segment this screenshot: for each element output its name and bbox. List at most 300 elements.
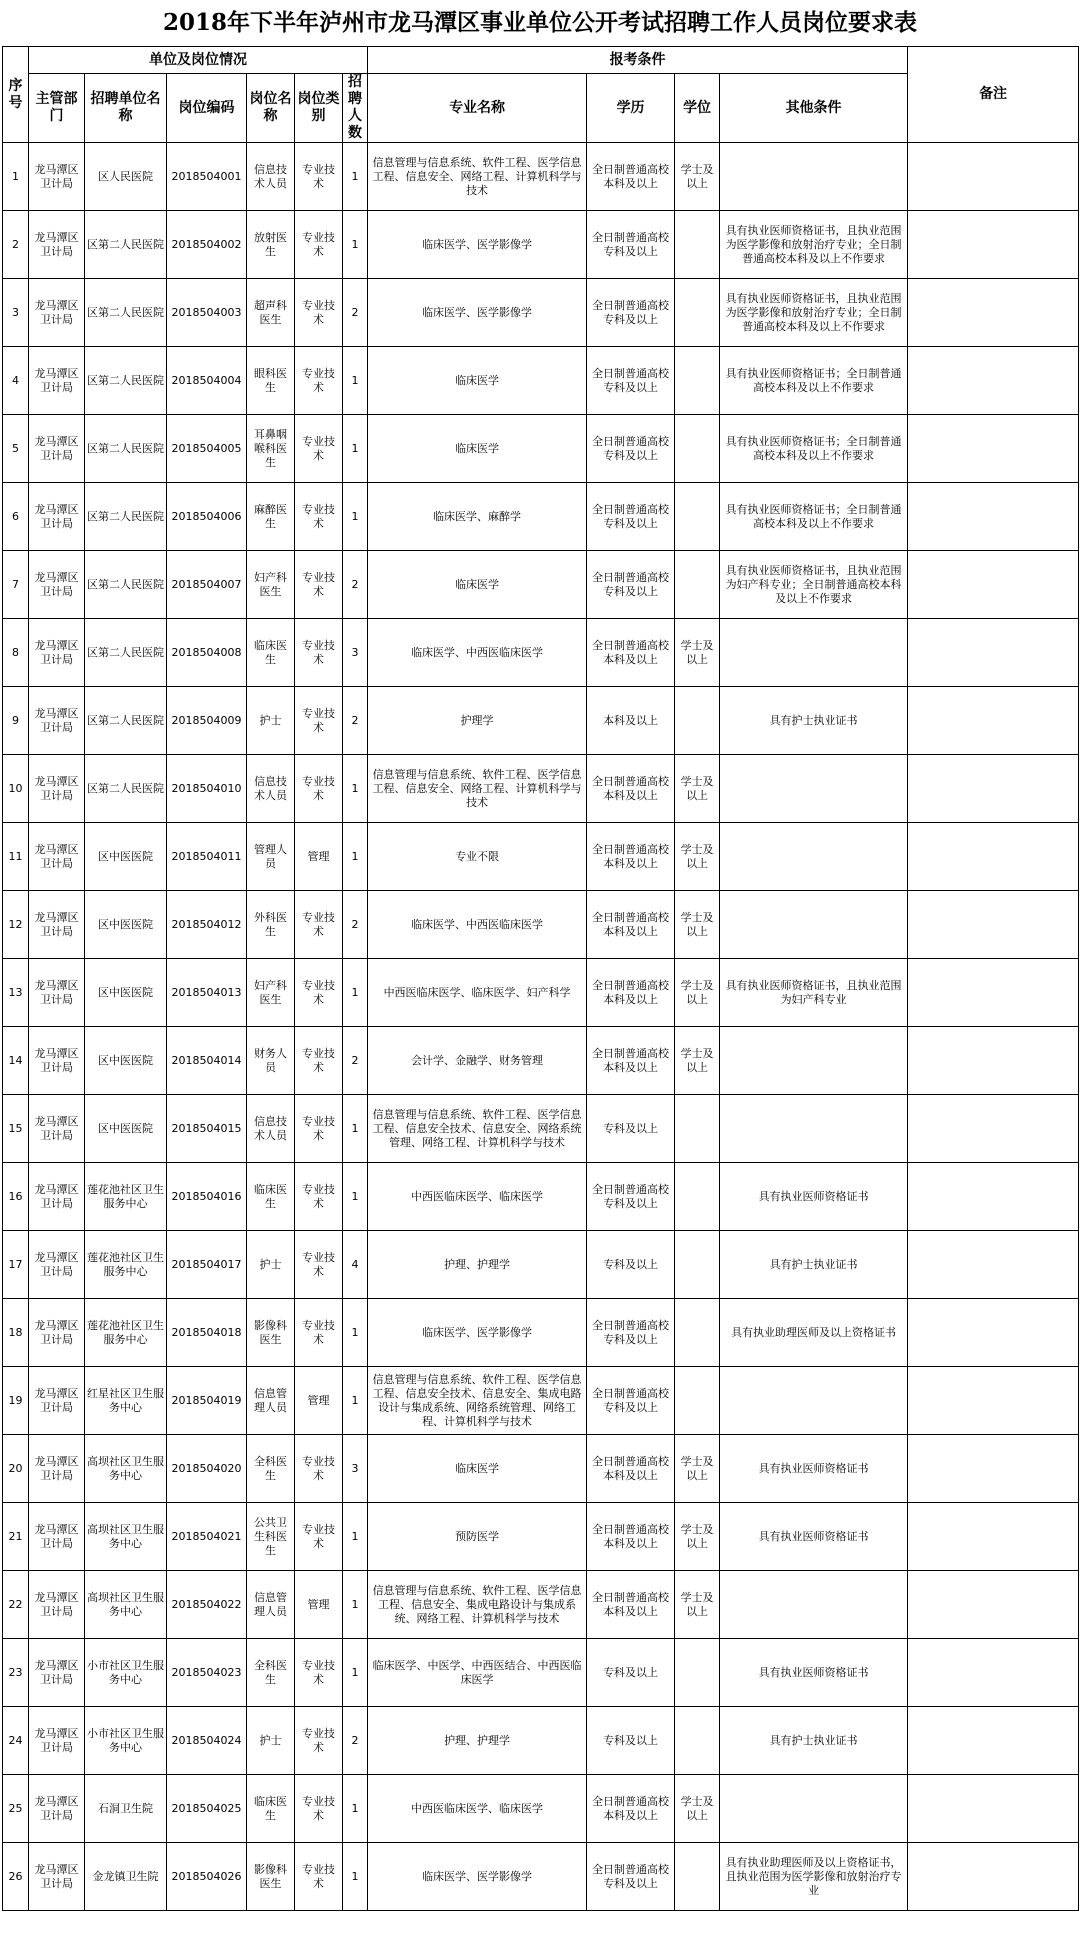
cell-seq: 20 [3,1435,29,1503]
cell-edu: 全日制普通高校专科及以上 [587,211,675,279]
cell-unit: 莲花池社区卫生服务中心 [85,1163,167,1231]
cell-code: 2018504014 [167,1027,247,1095]
cell-major: 临床医学 [368,1435,587,1503]
cell-other [720,1095,908,1163]
cell-code: 2018504025 [167,1775,247,1843]
cell-type: 专业技术 [295,483,343,551]
table-row [3,551,1079,619]
cell-degree: 学士及以上 [675,1027,720,1095]
cell-type: 管理 [295,1571,343,1639]
cell-post: 放射医生 [247,211,295,279]
cell-unit: 区人民医院 [85,143,167,211]
cell-unit: 红星社区卫生服务中心 [85,1367,167,1435]
cell-dept: 龙马潭区卫计局 [29,1163,85,1231]
cell-seq: 14 [3,1027,29,1095]
cell-num: 1 [343,1639,368,1707]
cell-edu: 全日制普通高校专科及以上 [587,483,675,551]
cell-code: 2018504012 [167,891,247,959]
cell-remark [908,1367,1079,1435]
cell-type: 专业技术 [295,1707,343,1775]
cell-other: 具有执业助理医师及以上资格证书，且执业范围为医学影像和放射治疗专业 [720,1843,908,1911]
cell-num: 1 [343,1843,368,1911]
cell-dept: 龙马潭区卫计局 [29,551,85,619]
cell-code: 2018504026 [167,1843,247,1911]
cell-dept: 龙马潭区卫计局 [29,1095,85,1163]
cell-post: 护士 [247,687,295,755]
cell-major: 中西医临床医学、临床医学 [368,1775,587,1843]
cell-remark [908,687,1079,755]
cell-degree [675,1843,720,1911]
cell-num: 3 [343,619,368,687]
cell-seq: 17 [3,1231,29,1299]
table-row [3,1231,1079,1299]
cell-other: 具有执业医师资格证书；全日制普通高校本科及以上不作要求 [720,415,908,483]
cell-num: 1 [343,823,368,891]
cell-remark [908,1435,1079,1503]
cell-remark [908,959,1079,1027]
cell-post: 麻醉医生 [247,483,295,551]
cell-num: 3 [343,1435,368,1503]
cell-post: 外科医生 [247,891,295,959]
cell-seq: 12 [3,891,29,959]
cell-num: 1 [343,1299,368,1367]
cell-code: 2018504018 [167,1299,247,1367]
cell-num: 1 [343,755,368,823]
cell-post: 影像科医生 [247,1299,295,1367]
cell-other: 具有执业医师资格证书，且执业范围为医学影像和放射治疗专业；全日制普通高校本科及以上不作要求 [720,279,908,347]
recruitment-table [2,46,1079,1911]
cell-other: 具有执业助理医师及以上资格证书 [720,1299,908,1367]
cell-seq: 26 [3,1843,29,1911]
cell-post: 财务人员 [247,1027,295,1095]
cell-degree: 学士及以上 [675,891,720,959]
cell-unit: 高坝社区卫生服务中心 [85,1435,167,1503]
cell-code: 2018504016 [167,1163,247,1231]
cell-post: 临床医生 [247,619,295,687]
cell-seq: 10 [3,755,29,823]
cell-dept: 龙马潭区卫计局 [29,891,85,959]
cell-edu: 全日制普通高校专科及以上 [587,1367,675,1435]
cell-num: 2 [343,891,368,959]
cell-edu: 全日制普通高校专科及以上 [587,1299,675,1367]
cell-other: 具有执业医师资格证书，且执业范围为医学影像和放射治疗专业；全日制普通高校本科及以上不作要求 [720,211,908,279]
cell-type: 专业技术 [295,959,343,1027]
cell-num: 2 [343,1707,368,1775]
cell-post: 妇产科医生 [247,959,295,1027]
cell-unit: 高坝社区卫生服务中心 [85,1571,167,1639]
cell-remark [908,1299,1079,1367]
cell-num: 2 [343,279,368,347]
table-row [3,1027,1079,1095]
cell-edu: 全日制普通高校本科及以上 [587,1571,675,1639]
cell-type: 管理 [295,1367,343,1435]
table-row [3,823,1079,891]
requirements-group-header: 报考条件 [368,47,908,74]
col-header-other: 其他条件 [720,74,908,143]
cell-remark [908,1231,1079,1299]
cell-unit: 区第二人民医院 [85,415,167,483]
table-row [3,891,1079,959]
cell-dept: 龙马潭区卫计局 [29,1571,85,1639]
cell-num: 1 [343,1163,368,1231]
cell-remark [908,755,1079,823]
seq-header: 序号 [3,47,29,143]
cell-unit: 区第二人民医院 [85,211,167,279]
cell-seq: 15 [3,1095,29,1163]
cell-degree: 学士及以上 [675,1503,720,1571]
cell-num: 1 [343,415,368,483]
cell-unit: 区中医医院 [85,823,167,891]
cell-remark [908,1095,1079,1163]
cell-major: 临床医学、医学影像学 [368,1299,587,1367]
cell-major: 信息管理与信息系统、软件工程、医学信息工程、信息安全、集成电路设计与集成系统、网络工程、计算机科学与技术 [368,1571,587,1639]
cell-edu: 全日制普通高校专科及以上 [587,1843,675,1911]
cell-edu: 全日制普通高校本科及以上 [587,1435,675,1503]
cell-other: 具有执业医师资格证书，且执业范围为妇产科专业 [720,959,908,1027]
cell-degree [675,279,720,347]
cell-remark [908,279,1079,347]
cell-other: 具有护士执业证书 [720,687,908,755]
cell-code: 2018504009 [167,687,247,755]
cell-unit: 莲花池社区卫生服务中心 [85,1231,167,1299]
cell-code: 2018504002 [167,211,247,279]
cell-remark [908,1639,1079,1707]
cell-edu: 全日制普通高校专科及以上 [587,415,675,483]
col-header-code: 岗位编码 [167,74,247,143]
cell-unit: 区第二人民医院 [85,687,167,755]
cell-seq: 16 [3,1163,29,1231]
cell-remark [908,551,1079,619]
cell-post: 信息技术人员 [247,143,295,211]
cell-degree [675,551,720,619]
cell-other [720,619,908,687]
cell-code: 2018504020 [167,1435,247,1503]
cell-dept: 龙马潭区卫计局 [29,211,85,279]
cell-code: 2018504019 [167,1367,247,1435]
cell-degree: 学士及以上 [675,1571,720,1639]
cell-unit: 莲花池社区卫生服务中心 [85,1299,167,1367]
cell-degree: 学士及以上 [675,1435,720,1503]
cell-code: 2018504022 [167,1571,247,1639]
cell-other [720,891,908,959]
cell-edu: 全日制普通高校本科及以上 [587,143,675,211]
cell-type: 管理 [295,823,343,891]
cell-num: 1 [343,143,368,211]
cell-remark [908,619,1079,687]
cell-edu: 专科及以上 [587,1707,675,1775]
cell-type: 专业技术 [295,143,343,211]
table-row [3,755,1079,823]
cell-code: 2018504005 [167,415,247,483]
cell-major: 信息管理与信息系统、软件工程、医学信息工程、信息安全、网络工程、计算机科学与技术 [368,755,587,823]
cell-type: 专业技术 [295,619,343,687]
cell-remark [908,1503,1079,1571]
cell-num: 1 [343,211,368,279]
cell-dept: 龙马潭区卫计局 [29,1707,85,1775]
cell-degree [675,347,720,415]
table-row [3,415,1079,483]
cell-degree: 学士及以上 [675,1775,720,1843]
cell-dept: 龙马潭区卫计局 [29,279,85,347]
cell-post: 临床医生 [247,1775,295,1843]
col-header-type: 岗位类别 [295,74,343,143]
cell-dept: 龙马潭区卫计局 [29,1843,85,1911]
col-header-degree: 学位 [675,74,720,143]
cell-other: 具有护士执业证书 [720,1707,908,1775]
cell-num: 2 [343,551,368,619]
cell-major: 临床医学 [368,347,587,415]
cell-remark [908,143,1079,211]
cell-unit: 区中医医院 [85,1095,167,1163]
table-row [3,143,1079,211]
cell-other [720,1367,908,1435]
cell-edu: 专科及以上 [587,1231,675,1299]
cell-major: 信息管理与信息系统、软件工程、医学信息工程、信息安全技术、信息安全、集成电路设计与集成系统、网络系统管理、网络工程、计算机科学与技术 [368,1367,587,1435]
cell-num: 2 [343,1027,368,1095]
cell-edu: 专科及以上 [587,1095,675,1163]
cell-post: 护士 [247,1231,295,1299]
cell-seq: 13 [3,959,29,1027]
cell-degree [675,1707,720,1775]
cell-remark [908,1027,1079,1095]
cell-type: 专业技术 [295,687,343,755]
cell-dept: 龙马潭区卫计局 [29,823,85,891]
cell-major: 临床医学 [368,551,587,619]
cell-seq: 19 [3,1367,29,1435]
cell-degree [675,1639,720,1707]
table-row [3,1775,1079,1843]
cell-remark [908,891,1079,959]
cell-remark [908,347,1079,415]
cell-major: 信息管理与信息系统、软件工程、医学信息工程、信息安全、网络工程、计算机科学与技术 [368,143,587,211]
table-row [3,687,1079,755]
cell-major: 临床医学、医学影像学 [368,279,587,347]
cell-dept: 龙马潭区卫计局 [29,347,85,415]
cell-other: 具有执业医师资格证书 [720,1163,908,1231]
cell-code: 2018504001 [167,143,247,211]
cell-dept: 龙马潭区卫计局 [29,483,85,551]
cell-code: 2018504023 [167,1639,247,1707]
table-row [3,279,1079,347]
cell-degree [675,211,720,279]
cell-degree [675,1367,720,1435]
cell-type: 专业技术 [295,279,343,347]
cell-dept: 龙马潭区卫计局 [29,415,85,483]
cell-num: 1 [343,1367,368,1435]
cell-type: 专业技术 [295,891,343,959]
cell-code: 2018504021 [167,1503,247,1571]
table-row [3,1163,1079,1231]
cell-unit: 区第二人民医院 [85,619,167,687]
cell-dept: 龙马潭区卫计局 [29,755,85,823]
cell-edu: 专科及以上 [587,1639,675,1707]
cell-remark [908,1843,1079,1911]
table-row [3,483,1079,551]
col-header-post: 岗位名称 [247,74,295,143]
cell-major: 信息管理与信息系统、软件工程、医学信息工程、信息安全技术、信息安全、网络系统管理、网络工程、计算机科学与技术 [368,1095,587,1163]
cell-other: 具有执业医师资格证书；全日制普通高校本科及以上不作要求 [720,347,908,415]
cell-edu: 全日制普通高校本科及以上 [587,1775,675,1843]
cell-degree [675,1095,720,1163]
cell-type: 专业技术 [295,1095,343,1163]
cell-seq: 21 [3,1503,29,1571]
table-row [3,1367,1079,1435]
cell-type: 专业技术 [295,1027,343,1095]
table-row [3,1503,1079,1571]
cell-dept: 龙马潭区卫计局 [29,619,85,687]
cell-type: 专业技术 [295,1435,343,1503]
cell-type: 专业技术 [295,1843,343,1911]
cell-seq: 22 [3,1571,29,1639]
cell-post: 临床医生 [247,1163,295,1231]
cell-major: 临床医学、麻醉学 [368,483,587,551]
cell-code: 2018504008 [167,619,247,687]
cell-major: 临床医学、医学影像学 [368,211,587,279]
table-row [3,1299,1079,1367]
cell-degree [675,1231,720,1299]
cell-post: 全科医生 [247,1639,295,1707]
cell-num: 1 [343,483,368,551]
cell-other: 具有执业医师资格证书，且执业范围为妇产科专业；全日制普通高校本科及以上不作要求 [720,551,908,619]
cell-remark [908,211,1079,279]
col-header-dept: 主管部门 [29,74,85,143]
cell-unit: 金龙镇卫生院 [85,1843,167,1911]
cell-major: 临床医学 [368,415,587,483]
cell-type: 专业技术 [295,347,343,415]
cell-unit: 小市社区卫生服务中心 [85,1639,167,1707]
table-row [3,959,1079,1027]
cell-major: 临床医学、中西医临床医学 [368,891,587,959]
cell-edu: 全日制普通高校专科及以上 [587,347,675,415]
cell-post: 信息管理人员 [247,1571,295,1639]
cell-other: 具有执业医师资格证书 [720,1503,908,1571]
cell-major: 预防医学 [368,1503,587,1571]
cell-num: 1 [343,347,368,415]
cell-remark [908,1571,1079,1639]
cell-code: 2018504013 [167,959,247,1027]
cell-dept: 龙马潭区卫计局 [29,1299,85,1367]
cell-code: 2018504024 [167,1707,247,1775]
cell-other: 具有执业医师资格证书 [720,1639,908,1707]
cell-type: 专业技术 [295,1231,343,1299]
cell-major: 专业不限 [368,823,587,891]
cell-other: 具有护士执业证书 [720,1231,908,1299]
cell-num: 1 [343,1775,368,1843]
page-title: 2018年下半年泸州市龙马潭区事业单位公开考试招聘工作人员岗位要求表 [162,9,917,36]
cell-post: 公共卫生科医生 [247,1503,295,1571]
cell-unit: 高坝社区卫生服务中心 [85,1503,167,1571]
cell-degree [675,483,720,551]
cell-seq: 4 [3,347,29,415]
cell-seq: 24 [3,1707,29,1775]
cell-degree [675,687,720,755]
cell-other [720,143,908,211]
cell-seq: 2 [3,211,29,279]
cell-degree: 学士及以上 [675,823,720,891]
cell-dept: 龙马潭区卫计局 [29,1367,85,1435]
cell-dept: 龙马潭区卫计局 [29,1027,85,1095]
table-row [3,1571,1079,1639]
cell-seq: 8 [3,619,29,687]
cell-other [720,755,908,823]
table-body [3,143,1079,1911]
cell-post: 妇产科医生 [247,551,295,619]
col-header-major: 专业名称 [368,74,587,143]
cell-major: 临床医学、医学影像学 [368,1843,587,1911]
table-row [3,347,1079,415]
cell-type: 专业技术 [295,1639,343,1707]
col-header-edu: 学历 [587,74,675,143]
cell-type: 专业技术 [295,1775,343,1843]
cell-num: 2 [343,687,368,755]
cell-dept: 龙马潭区卫计局 [29,687,85,755]
cell-unit: 区第二人民医院 [85,347,167,415]
cell-major: 护理学 [368,687,587,755]
cell-dept: 龙马潭区卫计局 [29,143,85,211]
cell-num: 1 [343,959,368,1027]
cell-unit: 区第二人民医院 [85,483,167,551]
cell-num: 1 [343,1571,368,1639]
cell-code: 2018504011 [167,823,247,891]
cell-type: 专业技术 [295,211,343,279]
cell-remark [908,1707,1079,1775]
cell-type: 专业技术 [295,1299,343,1367]
cell-major: 护理、护理学 [368,1707,587,1775]
table-row [3,1435,1079,1503]
cell-remark [908,415,1079,483]
cell-unit: 区第二人民医院 [85,551,167,619]
cell-post: 全科医生 [247,1435,295,1503]
cell-edu: 全日制普通高校本科及以上 [587,891,675,959]
cell-edu: 全日制普通高校本科及以上 [587,755,675,823]
cell-post: 管理人员 [247,823,295,891]
cell-unit: 区中医医院 [85,959,167,1027]
cell-edu: 本科及以上 [587,687,675,755]
cell-remark [908,1775,1079,1843]
cell-degree: 学士及以上 [675,959,720,1027]
cell-degree: 学士及以上 [675,755,720,823]
cell-edu: 全日制普通高校专科及以上 [587,551,675,619]
cell-unit: 石洞卫生院 [85,1775,167,1843]
cell-other [720,1571,908,1639]
cell-unit: 区第二人民医院 [85,279,167,347]
cell-major: 中西医临床医学、临床医学 [368,1163,587,1231]
table-row [3,1843,1079,1911]
cell-code: 2018504017 [167,1231,247,1299]
cell-type: 专业技术 [295,1503,343,1571]
cell-degree: 学士及以上 [675,143,720,211]
cell-degree [675,1299,720,1367]
table-row [3,1095,1079,1163]
cell-remark [908,823,1079,891]
cell-dept: 龙马潭区卫计局 [29,1639,85,1707]
cell-degree [675,415,720,483]
cell-type: 专业技术 [295,1163,343,1231]
cell-dept: 龙马潭区卫计局 [29,959,85,1027]
cell-edu: 全日制普通高校本科及以上 [587,1027,675,1095]
cell-seq: 25 [3,1775,29,1843]
cell-other [720,823,908,891]
cell-other [720,1027,908,1095]
cell-edu: 全日制普通高校专科及以上 [587,279,675,347]
cell-code: 2018504007 [167,551,247,619]
cell-dept: 龙马潭区卫计局 [29,1231,85,1299]
cell-post: 耳鼻咽喉科医生 [247,415,295,483]
cell-code: 2018504006 [167,483,247,551]
cell-seq: 3 [3,279,29,347]
cell-type: 专业技术 [295,551,343,619]
cell-post: 超声科医生 [247,279,295,347]
